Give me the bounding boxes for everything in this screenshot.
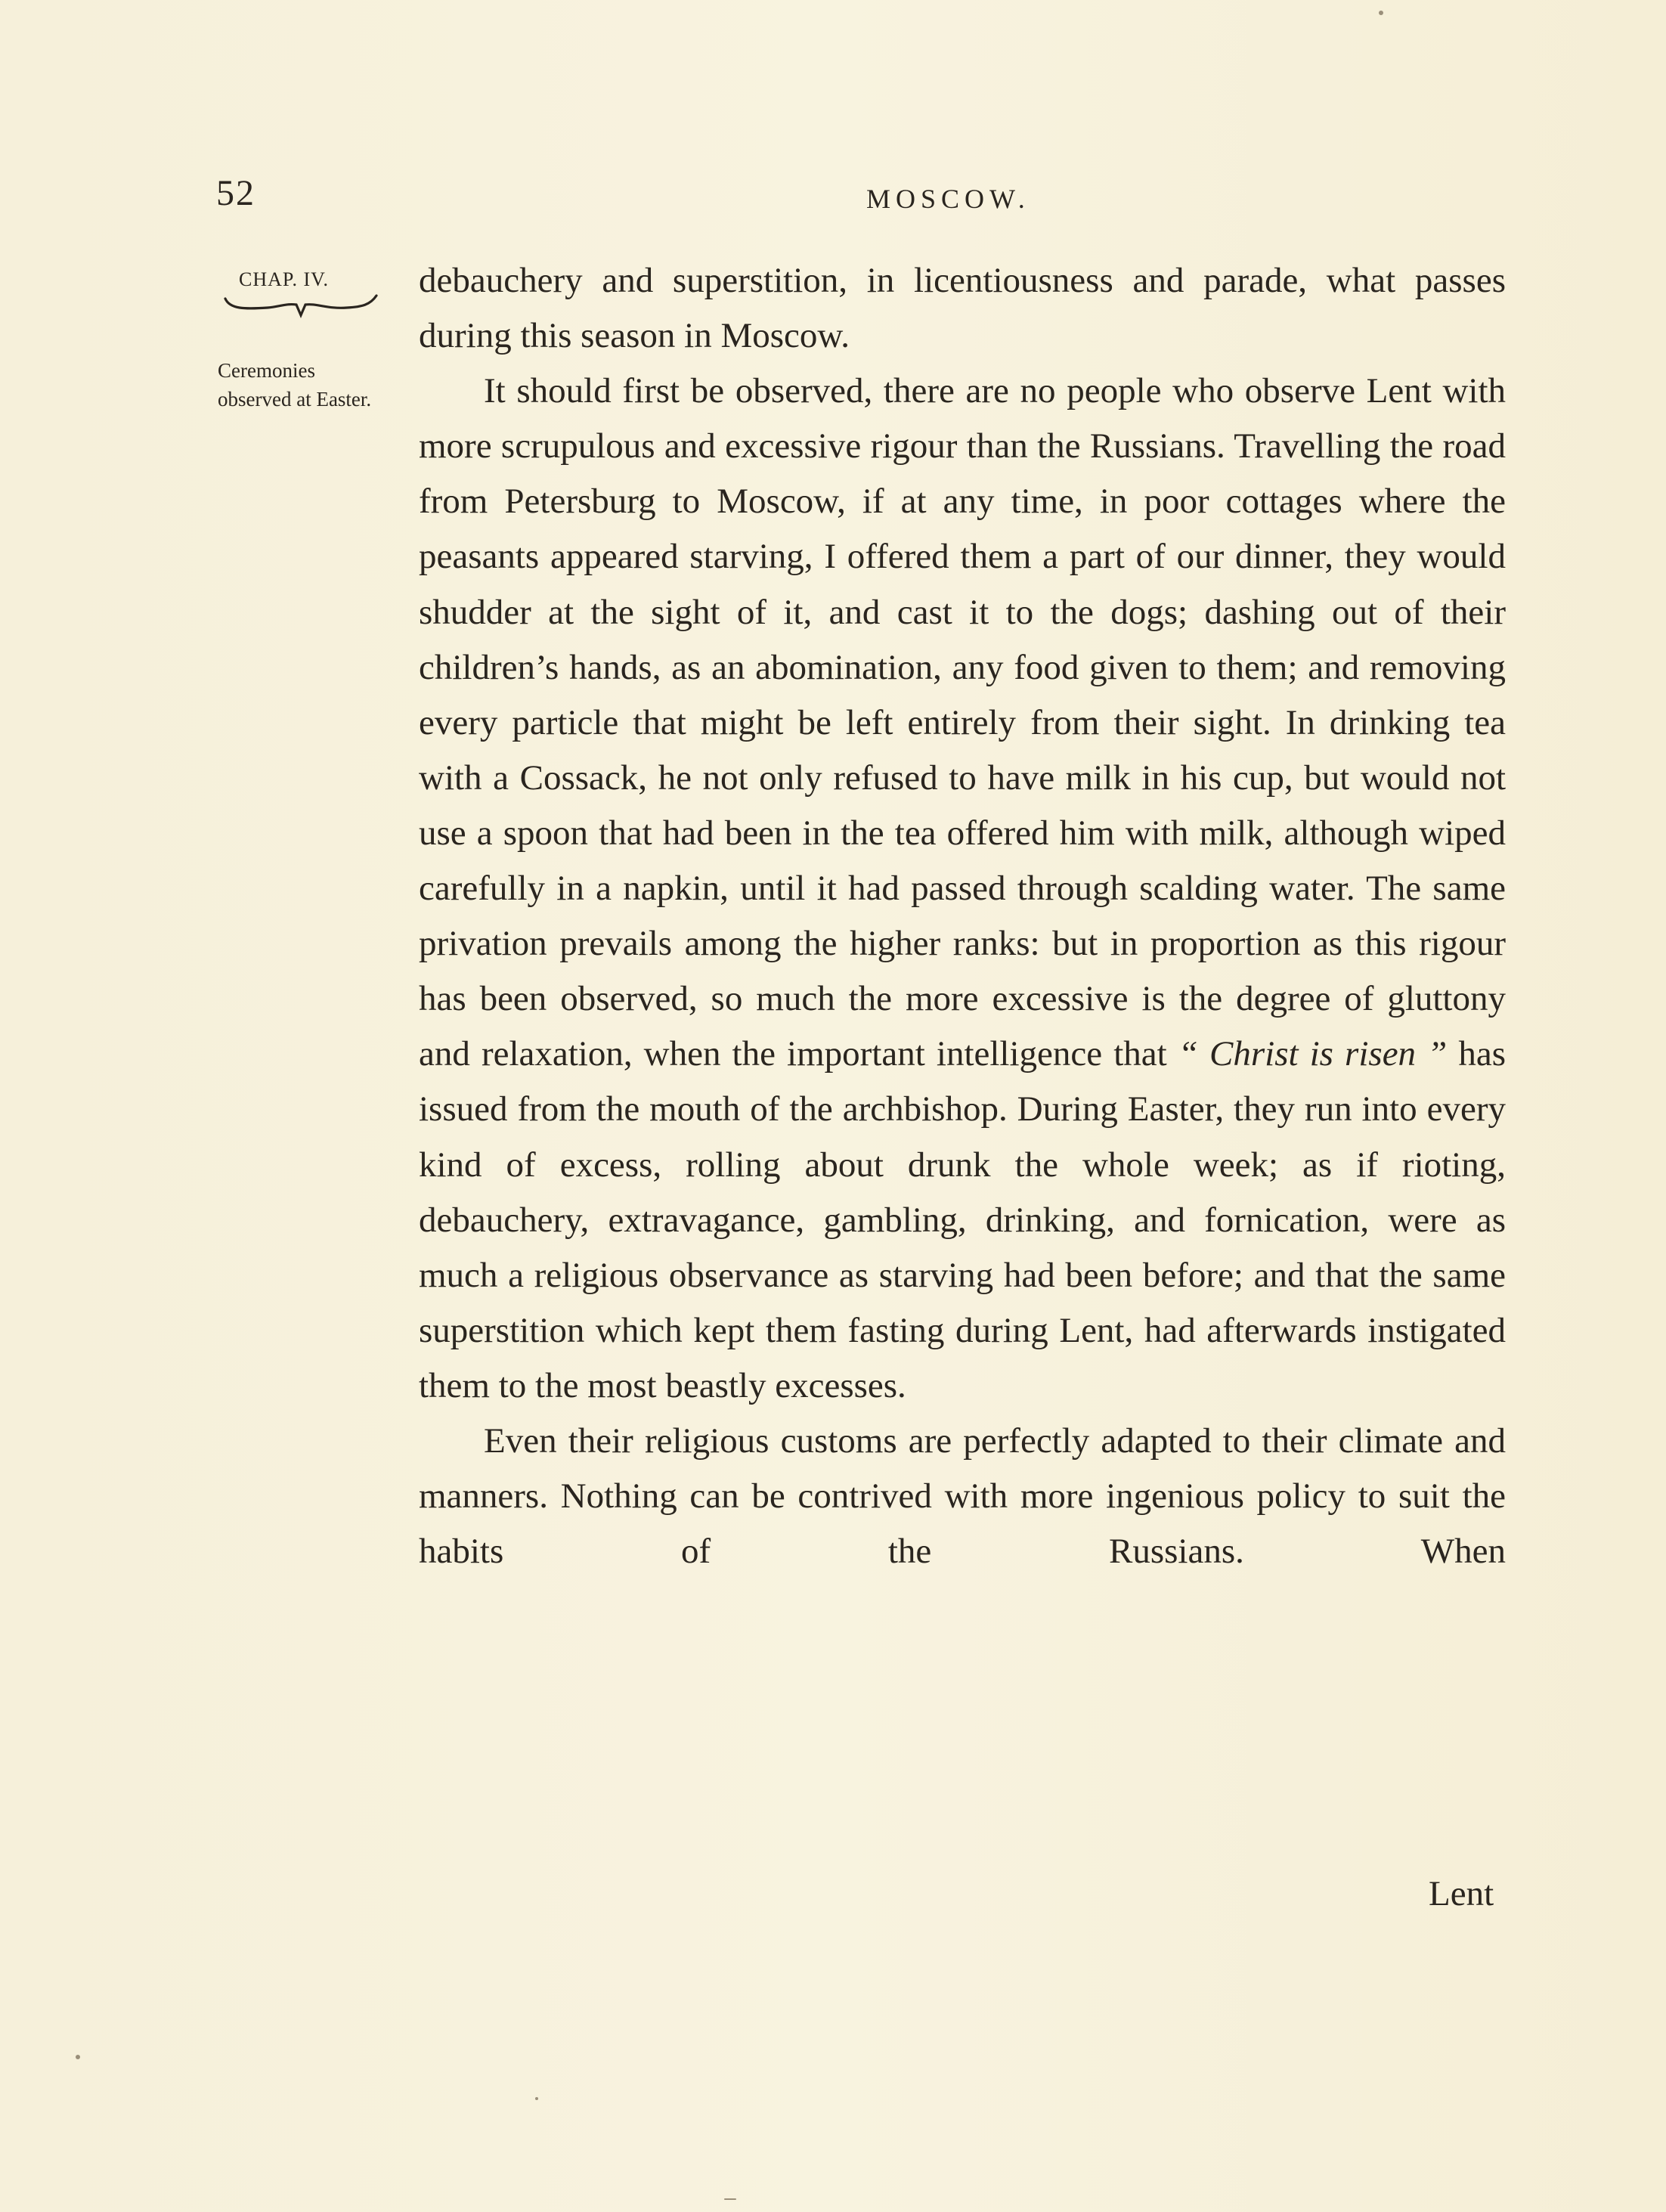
running-title: MOSCOW. (866, 184, 1030, 214)
paper-speck (1379, 11, 1383, 15)
catchword: Lent (1429, 1874, 1494, 1913)
paragraph-3: Even their religious customs are perfectly adapted to their climate and manners. Nothing can be contrived with more ingenious policy to suit the habits of the Russians. When (419, 1420, 1506, 1572)
margin-note: Ceremonies observed at Easter. (218, 359, 372, 410)
page-number: 52 (216, 173, 255, 213)
running-head (216, 172, 1509, 225)
paragraph-2-start: It should first be observed, there are no people who observe Lent with more scrupulous and excessive rigour than the Russians. Travelling the road from Petersburg to Moscow, if at any time, in poor cottages where the peasants appeared starving, I offered them a part of our dinner, they would shudder at the sight of it, and cast it to the dogs; dashing out of their children’s hands, as an abomination, any food given to them; and removing every particle that might be left entirely from their sight. In drinking tea with a Cossack, he not only refused to have milk in his cup, but would not use a spoon that had been in the tea offered him with milk, although wiped carefully in a napkin, until it had passed through scalding water. The same privation prevails among the higher ranks: but in proportion as this rigour has been observed, so much the more excessive is the degree of gluttony and relaxation, when the important intelligence that (419, 371, 1506, 1074)
margin-sidebar (218, 268, 392, 414)
brace-flourish-icon (222, 293, 381, 323)
paragraph-1: debauchery and superstition, in licentiousness and parade, what passes during this season in Moscow. (419, 261, 1506, 356)
paragraph-2 (419, 364, 1506, 1414)
body-text (419, 253, 1506, 1579)
paper-speck (535, 2097, 538, 2100)
paper-speck (724, 2198, 736, 2200)
chapter-label: CHAP. IV. (239, 268, 330, 290)
paper-speck (76, 2055, 80, 2059)
italic-quote: “ Christ is risen ” (1178, 1034, 1448, 1074)
paragraph-2-end: has issued from the mouth of the archbishop. During Easter, they run into every kind of excess, rolling about drunk the whole week; as if rioting, debauchery, extravagance, gambling, drinking, and fornication, were as much a religious observance as starving had been before; and that the same superstition which kept them fasting during Lent, had afterwards instigated them to the most beastly excesses. (419, 1034, 1507, 1405)
